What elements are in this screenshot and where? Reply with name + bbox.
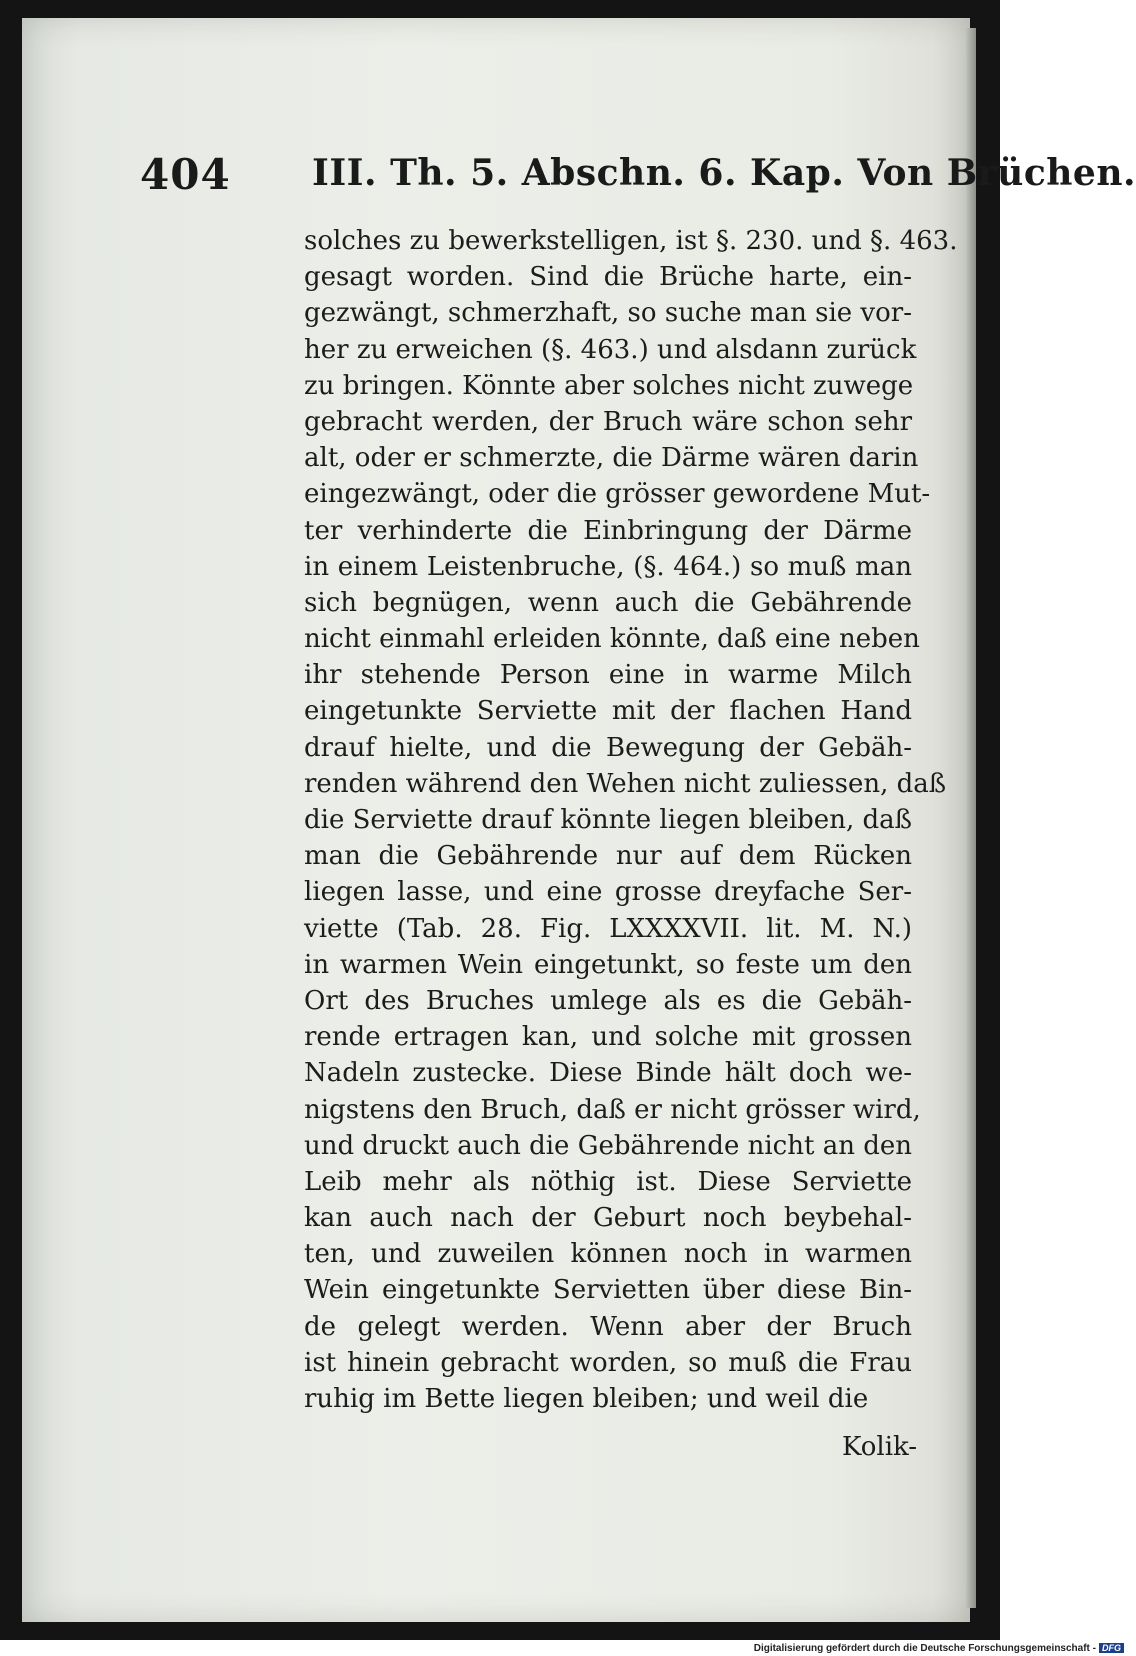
text-line: ruhig im Bette liegen bleiben; und weil die	[304, 1384, 869, 1414]
dfg-logo[interactable]: DFG	[1099, 1643, 1124, 1653]
text-line: ter verhinderte die Einbringung der Därme	[304, 515, 912, 546]
body-text	[304, 223, 958, 1417]
running-head: III. Th. 5. Abschn. 6. Kap. Von Brüchen.	[312, 152, 1136, 194]
text-line: man die Gebährende nur auf dem Rücken	[304, 841, 912, 872]
text-line: eingetunkte Serviette mit der flachen Hand	[304, 696, 912, 727]
text-line: gezwängt, schmerzhaft, so suche man sie vor-	[304, 298, 912, 329]
text-line: rende ertragen kan, und solche mit grossen	[304, 1022, 912, 1053]
text-line: de gelegt werden. Wenn aber der Bruch	[304, 1311, 912, 1342]
text-line: gebracht werden, der Bruch wäre schon sehr	[304, 406, 912, 437]
text-line: nigstens den Bruch, daß er nicht grösser wird,	[304, 1094, 921, 1125]
credit-text: Digitalisierung gefördert durch die Deutsche Forschungsgemeinschaft -	[753, 1643, 1096, 1654]
text-line: Leib mehr als nöthig ist. Diese Serviette	[304, 1166, 912, 1197]
text-line: in warmen Wein eingetunkt, so feste um den	[304, 949, 912, 980]
text-line: solches zu bewerkstelligen, ist §. 230. und §. 463.	[304, 226, 958, 256]
text-line: eingezwängt, oder die grösser gewordene Mut-	[304, 479, 931, 510]
text-line: Nadeln zustecke. Diese Binde hält doch we-	[304, 1058, 912, 1089]
text-line: drauf hielte, und die Bewegung der Gebäh-	[304, 732, 912, 763]
text-line: renden während den Wehen nicht zuliessen, daß	[304, 768, 947, 799]
text-line: zu bringen. Könnte aber solches nicht zuwege	[304, 370, 914, 401]
text-line: sich begnügen, wenn auch die Gebährende	[304, 587, 912, 618]
text-line: nicht einmahl erleiden könnte, daß eine neben	[304, 624, 920, 655]
text-line: ihr stehende Person eine in warme Milch	[304, 660, 912, 691]
page-edge	[966, 28, 976, 1608]
text-line: alt, oder er schmerzte, die Därme wären darin	[304, 443, 919, 474]
text-line: die Serviette drauf könnte liegen bleiben, daß	[304, 805, 912, 835]
text-line: liegen lasse, und eine grosse dreyfache Ser-	[304, 877, 912, 908]
text-line: ten, und zuweilen können noch in warmen	[304, 1239, 912, 1270]
text-line: her zu erweichen (§. 463.) und alsdann zurück	[304, 334, 917, 365]
text-line: Ort des Bruches umlege als es die Gebäh-	[304, 985, 912, 1016]
text-line: Wein eingetunkte Servietten über diese Bin-	[304, 1275, 912, 1306]
text-line: ist hinein gebracht worden, so muß die Frau	[304, 1347, 912, 1378]
text-line: kan auch nach der Geburt noch beybehal-	[304, 1203, 912, 1234]
text-line: und druckt auch die Gebährende nicht an den	[304, 1130, 912, 1161]
catchword: Kolik-	[842, 1432, 918, 1462]
page-number: 404	[140, 150, 231, 199]
page-header	[22, 150, 1136, 206]
text-line: viette (Tab. 28. Fig. LXXXXVII. lit. M. N.)	[304, 913, 912, 944]
digitization-credit	[754, 1643, 1124, 1654]
text-line: gesagt worden. Sind die Brüche harte, ein-	[304, 262, 912, 293]
book-page	[22, 18, 1136, 1622]
text-line: in einem Leistenbruche, (§. 464.) so muß man	[304, 551, 912, 582]
